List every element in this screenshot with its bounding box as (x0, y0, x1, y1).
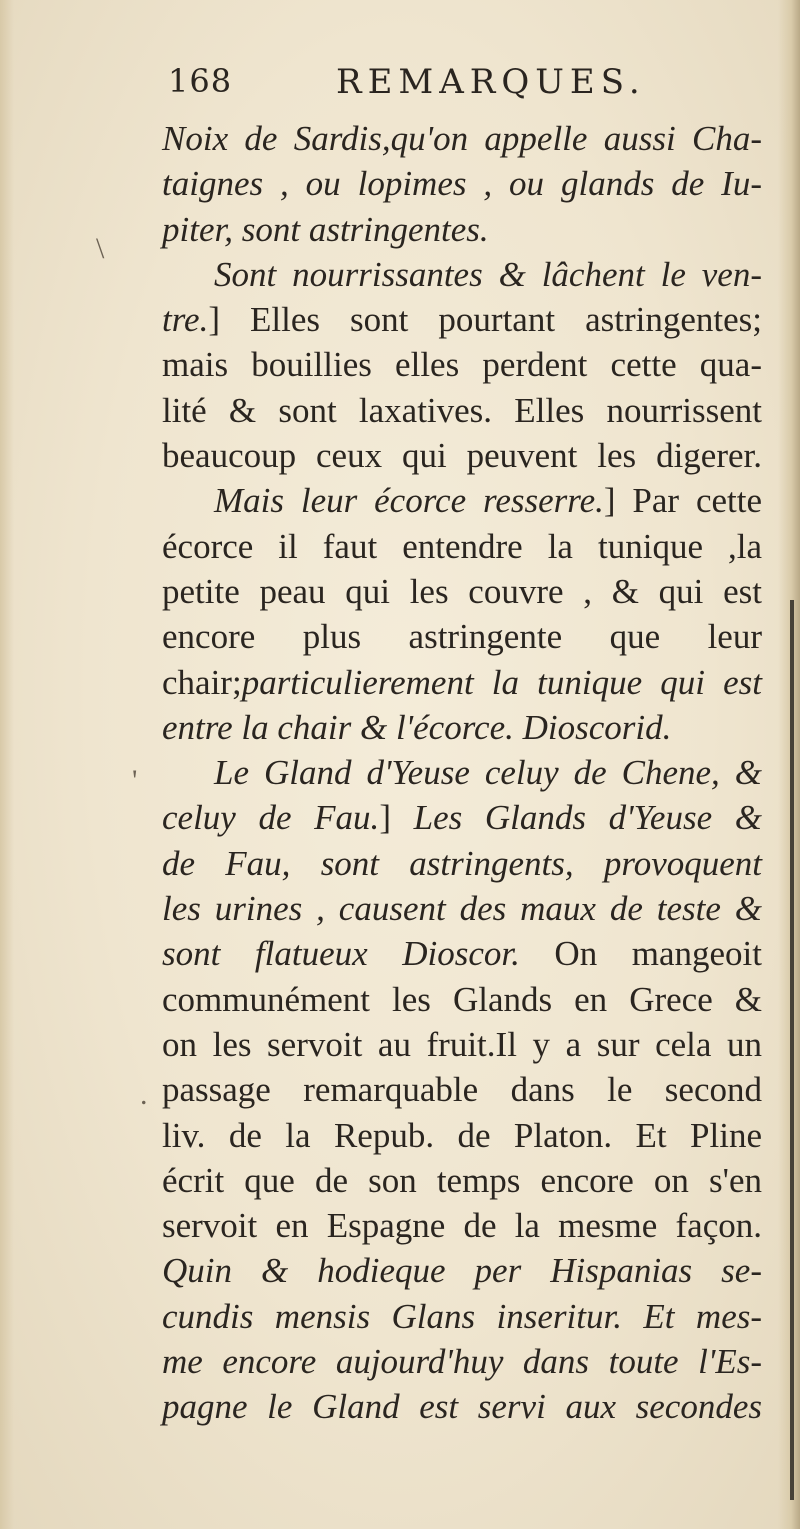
text-line: Le Gland d'Yeuse celuy de Chene, & (214, 753, 762, 793)
page-number: 168 (168, 62, 233, 100)
page-left-edge (0, 0, 14, 1529)
text-line: les urines , causent des maux de teste & (162, 889, 762, 929)
text-line: tre.] Elles sont pourtant astringentes; (162, 300, 762, 340)
text-line: lité & sont laxatives. Elles nourrissent (162, 390, 762, 430)
text-line: chair;particulierement la tunique qui est (162, 662, 762, 702)
text-line: beaucoup ceux qui peuvent les digerer. (162, 436, 762, 476)
text-line: Noix de Sardis,qu'on appelle aussi Cha- (162, 119, 762, 158)
text-line: liv. de la Repub. de Platon. Et Pline (162, 1115, 762, 1155)
text-line: encore plus astringente que leur (162, 617, 762, 657)
text-line: petite peau qui les couvre , & qui est (162, 571, 762, 611)
running-title: REMARQUES. (336, 62, 646, 102)
text-line: sont flatueux Dioscor. On mangeoit (162, 934, 762, 974)
binding-shadow (790, 600, 794, 1500)
text-line: piter, sont astringentes. (162, 209, 489, 249)
text-line: Quin & hodieque per Hispanias se- (162, 1251, 762, 1291)
text-line: écrit que de son temps encore on s'en (162, 1160, 762, 1200)
text-line: communément les Glands en Grece & (162, 979, 762, 1019)
text-line: pagne le Gland est servi aux secondes (162, 1387, 762, 1427)
margin-mark: . (140, 1078, 148, 1111)
text-line: taignes , ou lopimes , ou glands de Iu- (162, 164, 762, 204)
text-line: celuy de Fau.] Les Glands d'Yeuse & (162, 798, 762, 838)
text-line: écorce il faut entendre la tunique ,la (162, 526, 762, 566)
text-line: Sont nourrissantes & lâchent le ven- (214, 254, 762, 294)
margin-mark: ' (132, 764, 138, 797)
margin-mark: \ (96, 232, 105, 265)
text-line: servoit en Espagne de la mesme façon. (162, 1206, 762, 1246)
text-line: on les servoit au fruit.Il y a sur cela un (162, 1024, 762, 1064)
text-line: mais bouillies elles perdent cette qua- (162, 345, 762, 385)
text-line: me encore aujourd'huy dans toute l'Es- (162, 1342, 762, 1382)
text-line: de Fau, sont astringents, provoquent (162, 843, 762, 883)
text-line: Mais leur écorce resserre.] Par cette (214, 481, 762, 521)
page-right-edge (778, 0, 800, 1529)
page-header (168, 62, 768, 112)
text-line: passage remarquable dans le second (162, 1070, 762, 1110)
text-line: cundis mensis Glans inseritur. Et mes- (162, 1296, 762, 1336)
body-text (162, 116, 762, 1430)
text-line: entre la chair & l'écorce. Dioscorid. (162, 707, 672, 747)
